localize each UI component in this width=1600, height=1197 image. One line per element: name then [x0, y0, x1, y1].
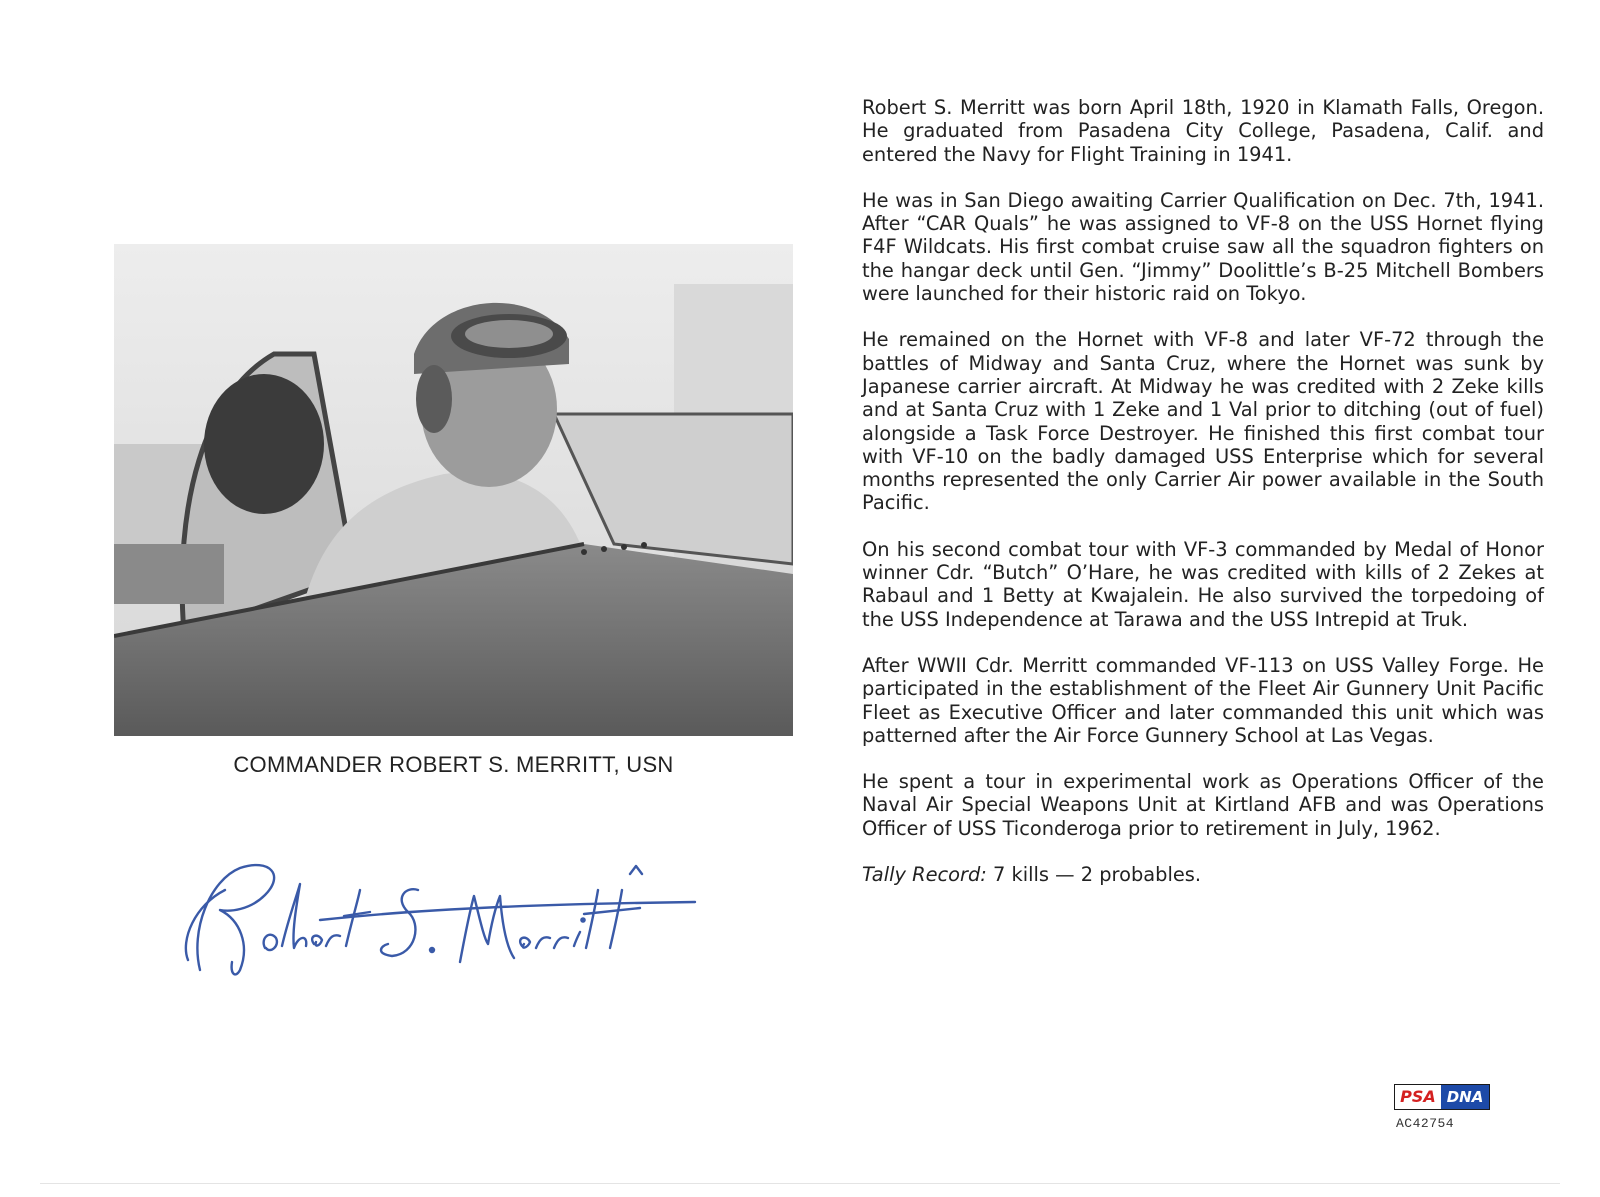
tally-value: 7 kills — 2 probables.	[986, 863, 1202, 887]
bio-paragraph: After WWII Cdr. Merritt commanded VF-113 on USS Valley Forge. He participated in the establishment of the Fleet Air Gunnery Unit Pacific Fleet as Executive Officer and later commanded this unit which was patterned after the Air Force Gunnery School at Las Vegas.	[862, 653, 1544, 747]
tally-record	[862, 863, 1544, 886]
certification-code: AC42754	[1396, 1116, 1455, 1131]
tally-label: Tally Record:	[862, 863, 987, 887]
pilot-photo	[114, 244, 793, 736]
bio-paragraph: He was in San Diego awaiting Carrier Qualification on Dec. 7th, 1941. After “CAR Quals” he was assigned to VF-8 on the USS Hornet flying F4F Wildcats. His first combat cruise saw all the squadron fighters on the hangar deck until Gen. “Jimmy” Doolittle’s B-25 Mitchell Bombers were launched for their historic raid on Tokyo.	[862, 188, 1544, 306]
psa-dna-logo	[1394, 1084, 1490, 1110]
signature-ink	[170, 850, 710, 1010]
biography-text	[862, 96, 1544, 909]
autograph-signature	[170, 850, 710, 1010]
logo-left-text: PSA	[1395, 1085, 1441, 1109]
logo-right-text: DNA	[1441, 1085, 1489, 1109]
bio-paragraph: On his second combat tour with VF-3 commanded by Medal of Honor winner Cdr. “Butch” O’Hare, he was credited with kills of 2 Zekes at Rabaul and 1 Betty at Kwajalein. He also survived the torpedoing of the USS Independence at Tarawa and the USS Intrepid at Truk.	[862, 537, 1544, 631]
bio-paragraph: He spent a tour in experimental work as Operations Officer of the Naval Air Special Weapons Unit at Kirtland AFB and was Operations Officer of USS Ticonderoga prior to retirement in July, 1962.	[862, 770, 1544, 840]
authentication-sticker	[1394, 1084, 1490, 1131]
page-edge-divider	[40, 1183, 1560, 1184]
bio-paragraph: He remained on the Hornet with VF-8 and later VF-72 through the battles of Midway and Santa Cruz, where the Hornet was sunk by Japanese carrier aircraft. At Midway he was credited with 2 Zeke kills and at Santa Cruz with 1 Zeke and 1 Val prior to ditching (out of fuel) alongside a Task Force Destroyer. He finished this first combat tour with VF-10 on the badly damaged USS Enterprise which for several months represented the only Carrier Air power available in the South Pacific.	[862, 328, 1544, 515]
pilot-photo-illustration	[114, 244, 793, 736]
photo-caption: COMMANDER ROBERT S. MERRITT, USN	[233, 752, 674, 777]
bio-paragraph: Robert S. Merritt was born April 18th, 1920 in Klamath Falls, Oregon. He graduated from Pasadena City College, Pasadena, Calif. and entered the Navy for Flight Training in 1941.	[862, 96, 1544, 166]
